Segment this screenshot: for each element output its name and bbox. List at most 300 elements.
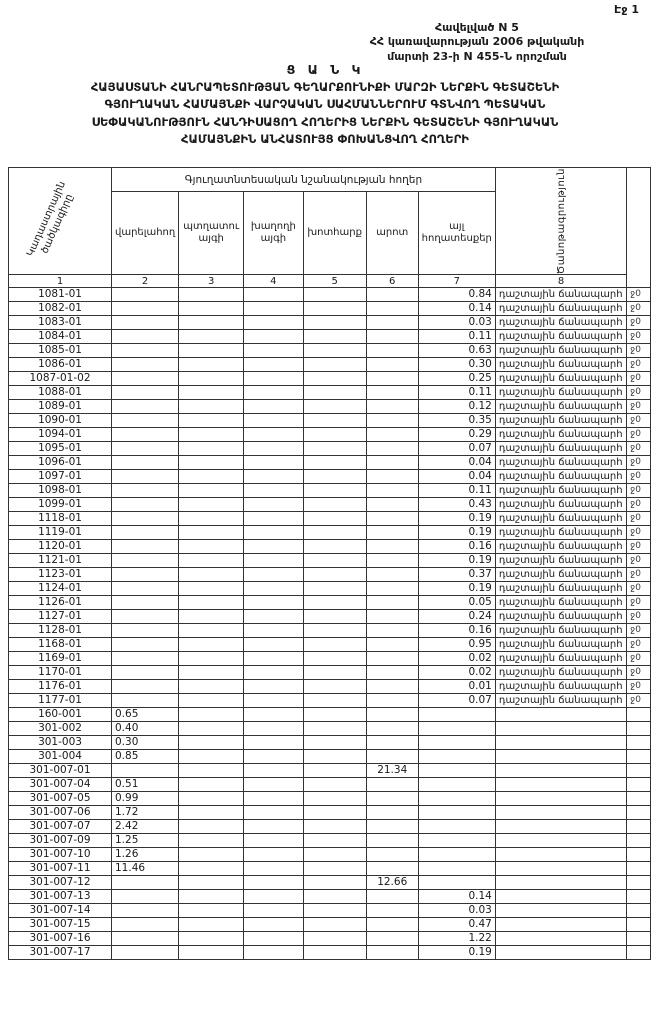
table-row (9, 414, 651, 428)
cell-vineyard (244, 638, 303, 652)
cell-orchard (179, 400, 244, 414)
cell-other: 0.02 (418, 652, 495, 666)
cell-pasture (366, 526, 418, 540)
cell-arable (112, 610, 179, 624)
cell-arable (112, 904, 179, 918)
cell-note: դաշտային ճանապարհ (495, 330, 626, 344)
cell-note: դաշտային ճանապարհ (495, 624, 626, 638)
margin-mark: ջ0 (627, 596, 651, 610)
cell-code: 1097-01 (9, 470, 112, 484)
cell-code: 301-007-09 (9, 834, 112, 848)
cell-arable (112, 386, 179, 400)
cell-orchard (179, 638, 244, 652)
cell-pasture (366, 554, 418, 568)
cell-hayfield (303, 778, 366, 792)
cell-pasture (366, 792, 418, 806)
annex-line: Հավելված N 5 (435, 21, 519, 34)
cell-hayfield (303, 386, 366, 400)
table-row (9, 848, 651, 862)
cell-orchard (179, 932, 244, 946)
cell-orchard (179, 526, 244, 540)
cell-other: 0.47 (418, 918, 495, 932)
cell-vineyard (244, 890, 303, 904)
margin-mark: ջ0 (627, 470, 651, 484)
cell-other: 0.14 (418, 302, 495, 316)
subtitle-line: ԳՅՈՒՂԱԿԱՆ ՀԱՄԱՅՆՔԻ ՎԱՐՉԱԿԱՆ ՍԱՀՄԱՆՆԵՐՈՒՄ ԳՏՆՎՈՂ ՊԵՏԱԿԱՆ (104, 97, 546, 112)
cell-arable: 0.30 (112, 736, 179, 750)
cell-pasture (366, 596, 418, 610)
col-header-pasture: արոտ (366, 192, 418, 275)
margin-mark: ջ0 (627, 386, 651, 400)
margin-mark (627, 708, 651, 722)
cell-orchard (179, 666, 244, 680)
cell-vineyard (244, 792, 303, 806)
cell-pasture: 12.66 (366, 876, 418, 890)
cell-vineyard (244, 372, 303, 386)
cell-arable: 11.46 (112, 862, 179, 876)
cell-pasture (366, 680, 418, 694)
cell-other: 0.11 (418, 484, 495, 498)
table-row (9, 820, 651, 834)
cell-code: 1084-01 (9, 330, 112, 344)
cell-other: 0.07 (418, 442, 495, 456)
cell-note (495, 946, 626, 960)
cell-hayfield (303, 610, 366, 624)
col-number: 2 (112, 275, 179, 288)
cell-pasture (366, 638, 418, 652)
margin-mark (627, 820, 651, 834)
cell-arable: 2.42 (112, 820, 179, 834)
cell-vineyard (244, 932, 303, 946)
cell-vineyard (244, 302, 303, 316)
margin-mark (627, 750, 651, 764)
col-header-orchard: պտղատու այգի (179, 192, 244, 275)
cell-arable (112, 442, 179, 456)
cell-hayfield (303, 904, 366, 918)
cell-arable: 0.65 (112, 708, 179, 722)
cell-orchard (179, 778, 244, 792)
margin-mark (627, 946, 651, 960)
margin-mark: ջ0 (627, 512, 651, 526)
cell-code: 1094-01 (9, 428, 112, 442)
cell-note: դաշտային ճանապարհ (495, 400, 626, 414)
margin-mark (627, 736, 651, 750)
cell-orchard (179, 344, 244, 358)
col-header-agricultural-group: Գյուղատնտեսական նշանակության հողեր (112, 168, 496, 192)
annex-line: մարտի 23-ի N 455-Ն որոշման (387, 49, 567, 63)
cell-note (495, 722, 626, 736)
cell-orchard (179, 652, 244, 666)
cell-hayfield (303, 722, 366, 736)
table-row (9, 288, 651, 302)
cell-code: 1085-01 (9, 344, 112, 358)
cell-vineyard (244, 442, 303, 456)
cell-arable (112, 554, 179, 568)
cell-note: դաշտային ճանապարհ (495, 498, 626, 512)
cell-pasture (366, 582, 418, 596)
cell-arable (112, 638, 179, 652)
cell-orchard (179, 750, 244, 764)
cell-orchard (179, 848, 244, 862)
cell-arable (112, 764, 179, 778)
cell-other: 0.11 (418, 330, 495, 344)
cell-other (418, 862, 495, 876)
cell-note: դաշտային ճանապարհ (495, 414, 626, 428)
cell-other: 0.25 (418, 372, 495, 386)
cell-note: դաշտային ճանապարհ (495, 596, 626, 610)
table-row (9, 638, 651, 652)
cell-other: 0.95 (418, 638, 495, 652)
cell-note: դաշտային ճանապարհ (495, 442, 626, 456)
cell-vineyard (244, 358, 303, 372)
annex-line: ՀՀ կառավարության 2006 թվականի (369, 35, 585, 49)
cell-arable (112, 876, 179, 890)
cell-arable: 1.72 (112, 806, 179, 820)
cell-arable (112, 694, 179, 708)
table-row (9, 596, 651, 610)
cell-arable (112, 540, 179, 554)
margin-mark: ջ0 (627, 540, 651, 554)
cell-arable (112, 680, 179, 694)
table-row (9, 834, 651, 848)
margin-mark: ջ0 (627, 344, 651, 358)
cell-hayfield (303, 848, 366, 862)
cell-code: 301-007-12 (9, 876, 112, 890)
cell-pasture (366, 498, 418, 512)
col-header-hayfield: խոտհարք (303, 192, 366, 275)
margin-mark-header (627, 168, 651, 288)
cell-arable (112, 428, 179, 442)
cell-other (418, 708, 495, 722)
cell-hayfield (303, 624, 366, 638)
table-row (9, 582, 651, 596)
cell-note: դաշտային ճանապարհ (495, 610, 626, 624)
cell-hayfield (303, 736, 366, 750)
cell-note: դաշտային ճանապարհ (495, 526, 626, 540)
cell-hayfield (303, 918, 366, 932)
cell-other (418, 736, 495, 750)
cell-other: 0.35 (418, 414, 495, 428)
cell-note: դաշտային ճանապարհ (495, 568, 626, 582)
table-row (9, 330, 651, 344)
table-row (9, 554, 651, 568)
cell-note (495, 918, 626, 932)
cell-other: 0.30 (418, 358, 495, 372)
cell-code: 301-007-01 (9, 764, 112, 778)
cell-note: դաշտային ճանապարհ (495, 484, 626, 498)
cell-code: 1119-01 (9, 526, 112, 540)
cell-vineyard (244, 904, 303, 918)
cell-other (418, 806, 495, 820)
cell-vineyard (244, 764, 303, 778)
cell-pasture (366, 302, 418, 316)
cell-vineyard (244, 736, 303, 750)
cell-orchard (179, 624, 244, 638)
cell-vineyard (244, 862, 303, 876)
margin-mark: ջ0 (627, 652, 651, 666)
cell-orchard (179, 806, 244, 820)
margin-mark (627, 778, 651, 792)
cell-pasture (366, 694, 418, 708)
cell-vineyard (244, 610, 303, 624)
cell-hayfield (303, 414, 366, 428)
cell-pasture (366, 330, 418, 344)
cell-arable (112, 456, 179, 470)
margin-mark (627, 932, 651, 946)
cell-vineyard (244, 568, 303, 582)
margin-mark: ջ0 (627, 358, 651, 372)
table-row (9, 484, 651, 498)
col-number: 5 (303, 275, 366, 288)
cell-code: 1087-01-02 (9, 372, 112, 386)
cell-pasture (366, 820, 418, 834)
cell-pasture (366, 512, 418, 526)
cell-note (495, 890, 626, 904)
cell-code: 1124-01 (9, 582, 112, 596)
cell-orchard (179, 876, 244, 890)
cell-pasture (366, 890, 418, 904)
cell-pasture (366, 386, 418, 400)
cell-orchard (179, 764, 244, 778)
cell-pasture (366, 358, 418, 372)
cell-code: 1123-01 (9, 568, 112, 582)
table-row (9, 372, 651, 386)
margin-mark (627, 904, 651, 918)
table-row (9, 792, 651, 806)
cell-hayfield (303, 638, 366, 652)
cell-hayfield (303, 554, 366, 568)
cell-orchard (179, 330, 244, 344)
table-row (9, 470, 651, 484)
cell-hayfield (303, 792, 366, 806)
cell-note (495, 792, 626, 806)
margin-mark: ջ0 (627, 526, 651, 540)
col-number: 3 (179, 275, 244, 288)
cell-orchard (179, 904, 244, 918)
cell-note (495, 820, 626, 834)
cell-vineyard (244, 778, 303, 792)
cell-pasture (366, 372, 418, 386)
cell-hayfield (303, 862, 366, 876)
cell-note: դաշտային ճանապարհ (495, 554, 626, 568)
cell-other: 0.12 (418, 400, 495, 414)
cell-other (418, 792, 495, 806)
cell-other (418, 764, 495, 778)
cell-orchard (179, 386, 244, 400)
cell-code: 1168-01 (9, 638, 112, 652)
cell-other: 0.03 (418, 316, 495, 330)
cell-code: 301-007-11 (9, 862, 112, 876)
margin-mark (627, 890, 651, 904)
cell-code: 1083-01 (9, 316, 112, 330)
cell-arable (112, 288, 179, 302)
cell-code: 1177-01 (9, 694, 112, 708)
cell-note: դաշտային ճանապարհ (495, 386, 626, 400)
cell-orchard (179, 946, 244, 960)
cell-arable (112, 498, 179, 512)
cell-vineyard (244, 498, 303, 512)
col-header-note (495, 168, 626, 275)
cell-orchard (179, 484, 244, 498)
table-row (9, 750, 651, 764)
margin-mark: ջ0 (627, 680, 651, 694)
margin-mark (627, 834, 651, 848)
cell-code: 1098-01 (9, 484, 112, 498)
cell-note: դաշտային ճանապարհ (495, 456, 626, 470)
cell-pasture (366, 862, 418, 876)
table-row (9, 526, 651, 540)
cell-other: 0.05 (418, 596, 495, 610)
cell-hayfield (303, 834, 366, 848)
cell-note: դաշտային ճանապարհ (495, 666, 626, 680)
cell-hayfield (303, 750, 366, 764)
page-number: Էջ 1 (614, 3, 639, 16)
cell-other (418, 820, 495, 834)
cell-other (418, 876, 495, 890)
cell-hayfield (303, 498, 366, 512)
margin-mark: ջ0 (627, 456, 651, 470)
cell-orchard (179, 820, 244, 834)
cell-pasture (366, 918, 418, 932)
cell-orchard (179, 540, 244, 554)
cell-orchard (179, 512, 244, 526)
cell-note (495, 708, 626, 722)
cell-arable: 0.99 (112, 792, 179, 806)
cell-vineyard (244, 722, 303, 736)
table-row (9, 358, 651, 372)
cell-pasture (366, 708, 418, 722)
header-group-row (9, 168, 651, 192)
cell-vineyard (244, 806, 303, 820)
cell-orchard (179, 736, 244, 750)
col-header-other-lands: այլ հողատեսքեր (418, 192, 495, 275)
cell-orchard (179, 568, 244, 582)
cell-orchard (179, 554, 244, 568)
col-header-cadastral-code-label: Կադաստրային ծածկագիրը (25, 179, 76, 258)
cell-hayfield (303, 764, 366, 778)
cell-hayfield (303, 582, 366, 596)
cell-pasture (366, 442, 418, 456)
cell-vineyard (244, 834, 303, 848)
cell-vineyard (244, 344, 303, 358)
cell-orchard (179, 316, 244, 330)
cell-hayfield (303, 540, 366, 554)
margin-mark: ջ0 (627, 330, 651, 344)
cell-pasture (366, 288, 418, 302)
table-row (9, 708, 651, 722)
cell-pasture (366, 834, 418, 848)
cell-other: 0.16 (418, 540, 495, 554)
cell-other: 0.43 (418, 498, 495, 512)
cell-arable (112, 526, 179, 540)
cell-vineyard (244, 288, 303, 302)
document-title: Ց Ա Ն Կ (286, 62, 365, 77)
cell-pasture: 21.34 (366, 764, 418, 778)
cell-pasture (366, 778, 418, 792)
cell-hayfield (303, 442, 366, 456)
margin-mark (627, 764, 651, 778)
cell-code: 301-007-06 (9, 806, 112, 820)
cell-vineyard (244, 540, 303, 554)
table-row (9, 918, 651, 932)
cell-code: 1082-01 (9, 302, 112, 316)
cell-vineyard (244, 708, 303, 722)
cell-arable (112, 484, 179, 498)
cell-hayfield (303, 932, 366, 946)
table-row (9, 694, 651, 708)
cell-pasture (366, 736, 418, 750)
cell-note: դաշտային ճանապարհ (495, 540, 626, 554)
table-row (9, 386, 651, 400)
cell-code: 301-007-10 (9, 848, 112, 862)
table-row (9, 498, 651, 512)
cell-arable: 0.40 (112, 722, 179, 736)
cell-note (495, 862, 626, 876)
cell-orchard (179, 456, 244, 470)
cell-code: 1090-01 (9, 414, 112, 428)
margin-mark: ջ0 (627, 302, 651, 316)
cell-hayfield (303, 652, 366, 666)
cell-pasture (366, 610, 418, 624)
cell-note: դաշտային ճանապարհ (495, 582, 626, 596)
margin-mark: ջ0 (627, 428, 651, 442)
margin-mark: ջ0 (627, 316, 651, 330)
cell-pasture (366, 400, 418, 414)
cell-hayfield (303, 596, 366, 610)
cell-arable (112, 512, 179, 526)
cell-code: 1120-01 (9, 540, 112, 554)
cell-arable (112, 302, 179, 316)
cell-note (495, 904, 626, 918)
cell-hayfield (303, 568, 366, 582)
col-header-vineyard: խաղողի այգի (244, 192, 303, 275)
cell-vineyard (244, 456, 303, 470)
cell-code: 1086-01 (9, 358, 112, 372)
cell-pasture (366, 932, 418, 946)
cell-arable (112, 652, 179, 666)
cell-arable (112, 330, 179, 344)
cell-vineyard (244, 484, 303, 498)
cell-other: 0.04 (418, 470, 495, 484)
cell-hayfield (303, 372, 366, 386)
cell-hayfield (303, 946, 366, 960)
cell-code: 1128-01 (9, 624, 112, 638)
table-row (9, 932, 651, 946)
cell-note: դաշտային ճանապարհ (495, 372, 626, 386)
table-row (9, 568, 651, 582)
margin-mark: ջ0 (627, 624, 651, 638)
cell-pasture (366, 470, 418, 484)
cell-pasture (366, 848, 418, 862)
cell-code: 1126-01 (9, 596, 112, 610)
margin-mark: ջ0 (627, 694, 651, 708)
cell-other (418, 722, 495, 736)
cell-arable (112, 358, 179, 372)
col-number: 6 (366, 275, 418, 288)
cell-pasture (366, 540, 418, 554)
cell-vineyard (244, 652, 303, 666)
cell-hayfield (303, 512, 366, 526)
cell-arable (112, 624, 179, 638)
cell-hayfield (303, 484, 366, 498)
cell-pasture (366, 316, 418, 330)
cell-note (495, 932, 626, 946)
table-row (9, 400, 651, 414)
cell-vineyard (244, 848, 303, 862)
cell-note: դաշտային ճանապարհ (495, 470, 626, 484)
cell-other: 0.19 (418, 946, 495, 960)
col-number: 4 (244, 275, 303, 288)
